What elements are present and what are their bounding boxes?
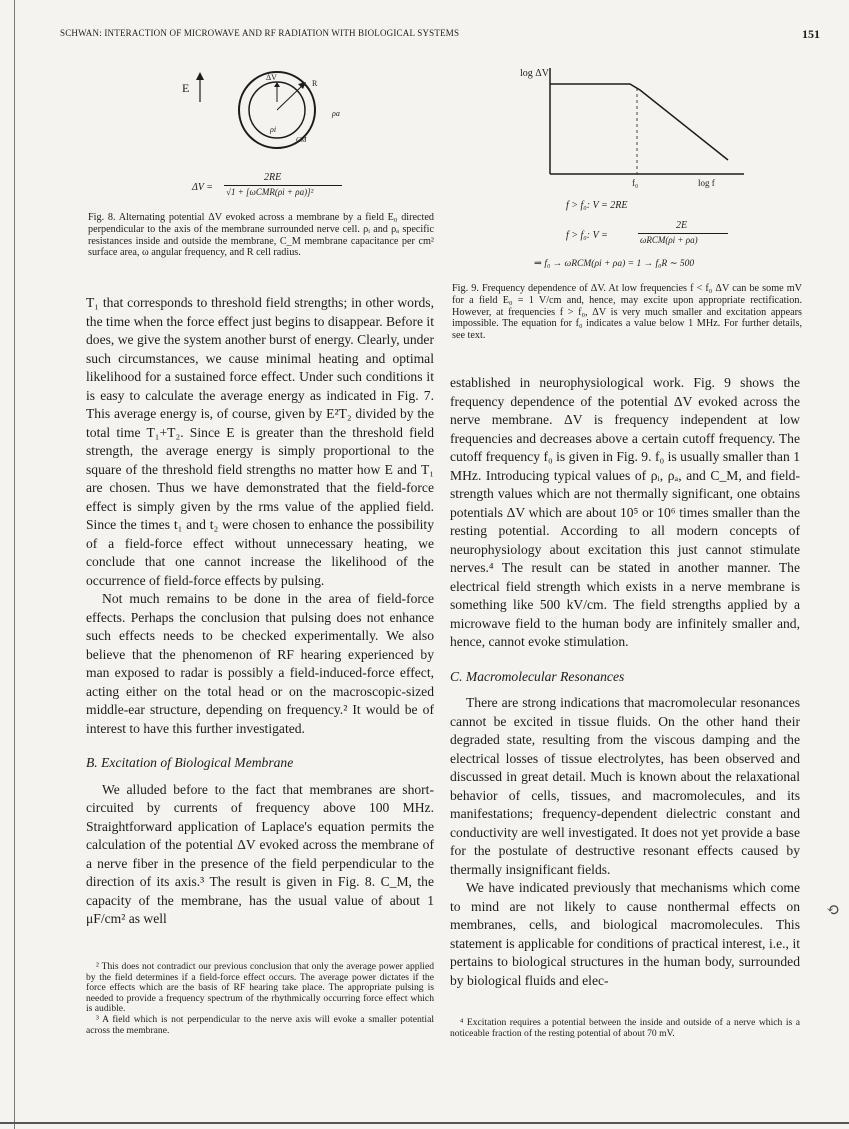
figure-9 xyxy=(518,62,748,190)
fig8-label-cm: CM xyxy=(296,136,307,144)
fig9-caption-text: Frequency dependence of ΔV. At low frequencies f < f₀ ΔV can be some mV for a field E₀ = 1 V/cm and, hence, may excite upon appropriate rectification. However, at frequencies f > f₀, ΔV is very much smaller and excitation appears impossible. The equation for f₀ indicates a value below 1 MHz. For further details, see text. xyxy=(452,283,803,342)
fig8-equation-numerator: 2RE xyxy=(264,172,282,183)
right-paragraph-2: There are strong indications that macromolecular resonances cannot be excited in tissue fluids. On the other hand their degraded state, resulting from the viscous damping and the electrical losses of tissue electrolytes, has been observed and discussed in great detail. Much is known about the relaxational behavior of cells, tissues, and macromolecules, and its manifestations; frequency-dependent dielectric constant and conductivity are well investigated. It does not yet provide a base for the postulate of destructive resonant effects caused by thermally insignificant fields. xyxy=(450,695,800,877)
fig9-caption-label: Fig. 9. xyxy=(452,283,479,294)
right-footnotes xyxy=(450,1018,800,1039)
section-heading-c: C. Macromolecular Resonances xyxy=(450,668,625,684)
right-column xyxy=(450,374,800,990)
fig8-equation-denominator: √1 + [ωCMR(ρi + ρa)]² xyxy=(226,187,314,197)
footnote-2: ² This does not contradict our previous conclusion that only the average power applied by the field determines if a field-force effect occurs. The average power dictates if the force effects which are the basis of RF hearing take place. The appropriate pulsing is needed to provide a frequency spectrum of the rhythmically occurring force effect which is audible. xyxy=(86,961,434,1015)
fig9-eq3: ⇒ f₀ → ωRCM(ρi + ρa) = 1 → f₀R ∼ 500 xyxy=(534,259,695,269)
fig9-ylabel: log ΔV xyxy=(520,68,549,79)
page-bottom-edge xyxy=(0,1122,849,1124)
fig8-caption-label: Fig. 8. xyxy=(88,212,116,223)
running-title: SCHWAN: INTERACTION OF MICROWAVE AND RF RADIATION WITH BIOLOGICAL SYSTEMS xyxy=(60,28,460,38)
section-heading-b: B. Excitation of Biological Membrane xyxy=(86,755,294,770)
fig8-label-rho-i: ρi xyxy=(270,125,277,134)
fig9-plot xyxy=(518,62,748,190)
fig8-label-r: R xyxy=(312,79,318,88)
left-paragraph-2: Not much remains to be done in the area of field-force effects. Perhaps the conclusion that pulsing does not enhance such effects needs to be checked experimentally. We also believe that the phenomenon of RF hearing experienced by man exposed to radar is possibly a field-induced-force effect, acting either on the total head or on the macroscopic-sized middle-ear structure, depending on frequency.² It would be of interest to have this further investigated. xyxy=(86,591,434,736)
page-number: 151 xyxy=(802,27,820,41)
fig9-eq2-denominator: ωRCM(ρi + ρa) xyxy=(640,235,698,245)
fig8-caption xyxy=(88,212,434,259)
footnote-4: ⁴ Excitation requires a potential between the inside and outside of a nerve which is a noticeable fraction of the resting potential of about 70 mV. xyxy=(450,1017,800,1039)
right-paragraph-1: established in neurophysiological work. Fig. 9 shows the frequency dependence of the potential ΔV evoked across the nerve membrane. ΔV is frequency independent at low frequencies and decreases above a certain cutoff frequency. The cutoff frequency f₀ is given in Fig. 9. f₀ is usually smaller than 1 MHz. Introducing typical values of ρᵢ, ρₐ, and C_M, and field-strength values which are not thermally significant, one obtains potentials ΔV which are about 10⁵ or 10⁶ times smaller than the resting potential. According to all modern concepts of neurophysiology about excitation this just cannot stimulate nerves.⁴ The result can be stated in another manner. The electrical field strength which exists in a nerve membrane is something like 500 kV/cm. The field strengths applied by a microwave field to the human body are infinitely smaller and, hence, cannot evoke stimulation. xyxy=(450,375,800,649)
fig9-eq2-fraction-bar xyxy=(638,233,728,234)
right-paragraph-3: We have indicated previously that mechanisms which come to mind are not likely to cause nonthermal effects on membranes, cells, and biological macromolecules. This statement is applicable for conditions of practical interest, i.e., it pertains to biological structures in the human body, surrounded by biological fluids and elec- xyxy=(450,880,800,988)
page-left-edge xyxy=(14,0,15,1129)
fig9-caption xyxy=(452,283,802,342)
fig8-radius-arrow xyxy=(277,84,304,110)
fig8-equation-lhs: ΔV = xyxy=(192,182,214,193)
fig8-label-e: E xyxy=(182,81,190,95)
fig8-caption-text: Alternating potential ΔV evoked across a membrane by a field E₀ directed perpendicular to the axis of the membrane surrounded nerve cell. ρᵢ and ρₐ specific resistances inside and outside the membrane, C_M membrane capacitance per cm² surface area, ω angular frequency, and R cell radius. xyxy=(88,212,435,259)
fig8-equation-fraction-bar xyxy=(224,185,342,186)
fig9-eq2-numerator: 2E xyxy=(676,220,688,231)
fig9-response-curve xyxy=(550,84,728,160)
left-paragraph-1: T₁ that corresponds to threshold field strengths; in other words, the time when the force effect just begins to disappear. Before it does, we give the system another burst of energy. Clearly, under such circumstances, we cause minimal heating and optimal likelihood for a sustained force effect. Under such conditions it is easy to calculate the average energy as indicated in Fig. 7. This average energy is, of course, given by E²T₂ divided by the total time T₁+T₂. Since E is greater than the threshold field strength, the average energy is simply proportional to the square of the threshold field strengths no matter how E and T₁ are chosen. Thus we have demonstrated that the field-force effect is simply given by the rms value of the applied field. Since the times t₁ and t₂ were chosen to enhance the possibility of a field-force effect without unnecessary heating, we conclude that one cannot increase the likelihood of the occurrence of field-force effects by pulsing. xyxy=(86,295,434,588)
fig8-equation xyxy=(192,172,352,202)
fig8-field-arrowhead xyxy=(196,72,204,80)
fig9-equations xyxy=(534,200,756,276)
fig8-label-dv: ΔV xyxy=(266,73,277,82)
fig9-xlabel: log f xyxy=(698,178,715,188)
margin-pencil-mark: ⟲ xyxy=(826,902,840,919)
fig9-eq1: f > f₀: V = 2RE xyxy=(566,200,628,211)
fig8-label-rho-a: ρa xyxy=(332,109,340,118)
footnote-3: ³ A field which is not perpendicular to the nerve axis will evoke a smaller potential across the membrane. xyxy=(86,1013,434,1036)
left-footnotes xyxy=(86,962,434,1036)
fig9-tick-f0: f₀ xyxy=(632,178,639,188)
running-header xyxy=(60,27,820,44)
left-paragraph-3: We alluded before to the fact that membranes are short-circuited by currents of frequency above 100 MHz. Straightforward application of Laplace's equation permits the calculation of the potential ΔV evoked across the membrane of a nerve fiber in the presence of the field perpendicular to the direction of its axis.³ The result is given in Fig. 8. C_M, the capacity of the membrane, has the usual value of about 1 μF/cm² as well xyxy=(86,781,434,926)
left-column xyxy=(86,294,434,929)
fig9-eq2-lhs: f > f₀: V = xyxy=(566,230,608,241)
